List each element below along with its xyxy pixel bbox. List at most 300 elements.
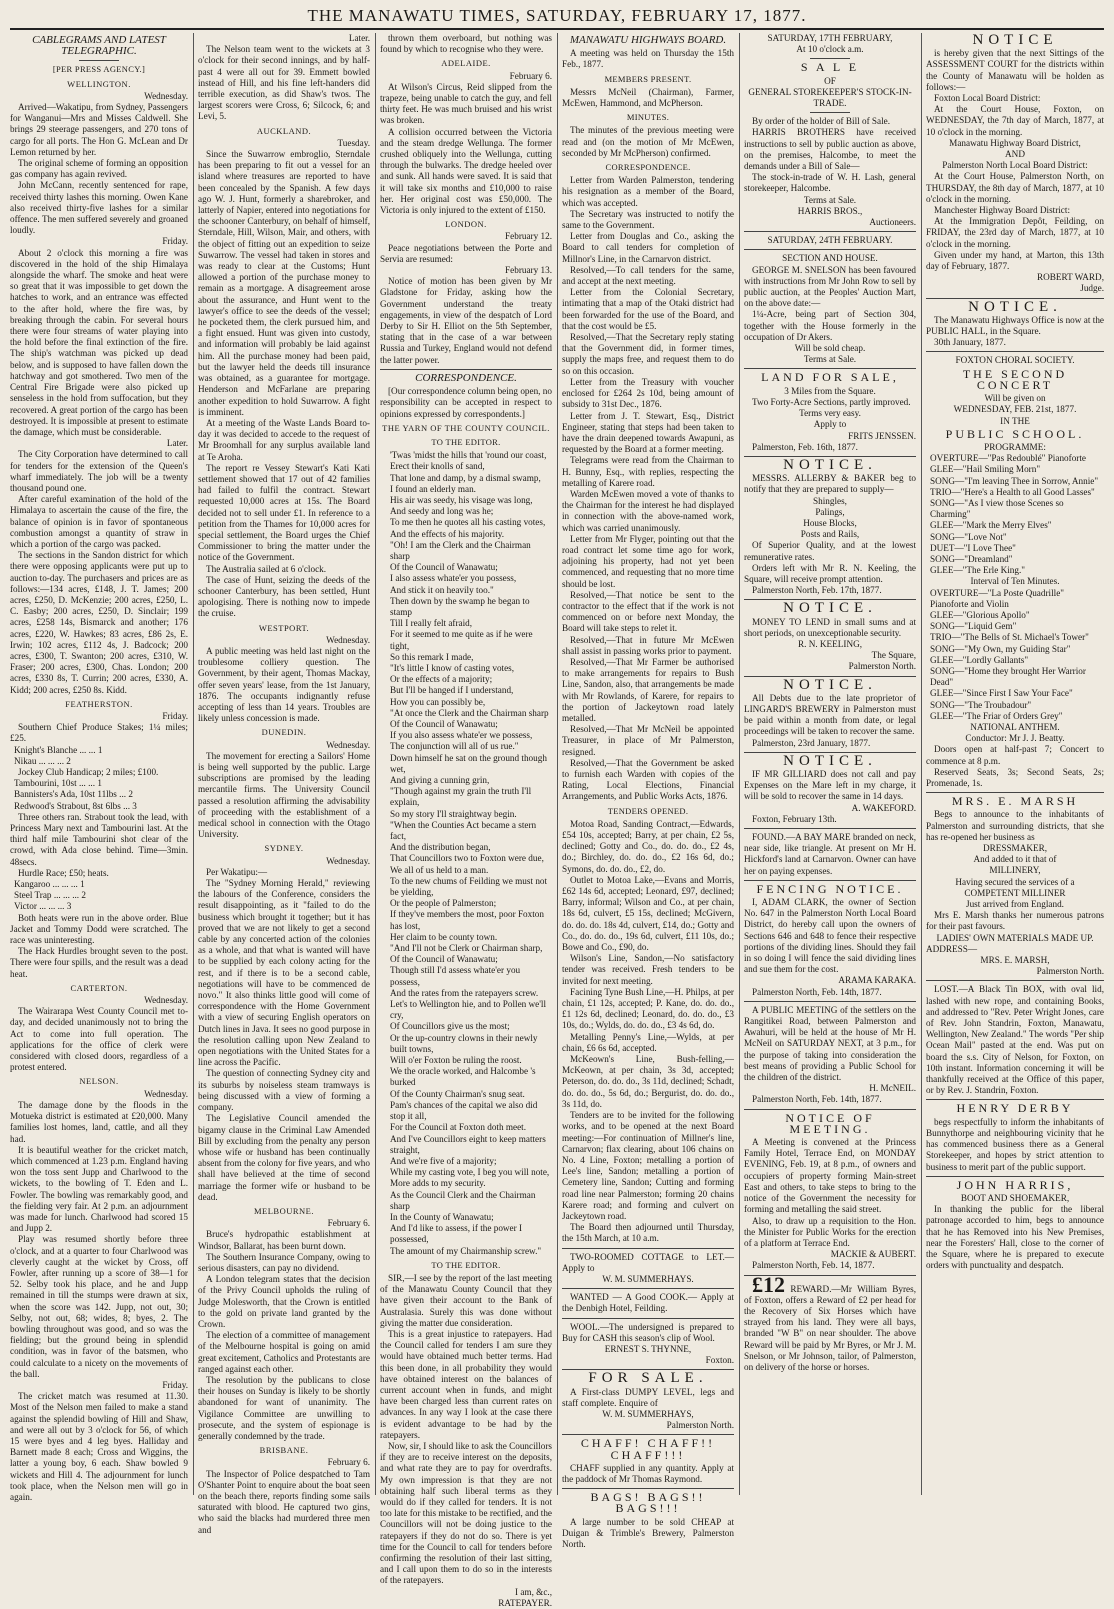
ad-text: IF MR GILLIARD does not call and pay Expenses on the Mare left in my charge, it will be sold to recover the same in 14 days. [744, 768, 916, 802]
ad-heading: THE SECOND CONCERT [962, 366, 1068, 392]
divider [744, 1109, 916, 1110]
ad-heading: FENCING NOTICE. [756, 881, 904, 896]
divider [562, 1318, 734, 1319]
column-6 [926, 33, 1104, 1495]
ad-name: ARAMA KARAKA. [838, 975, 916, 986]
dateline-place: MELBOURNE. [253, 1205, 314, 1216]
masthead-rule [10, 28, 1104, 30]
poem-line: And giving a cunning grin, [390, 775, 490, 785]
poem-line: And the rates from the ratepayers screw. [390, 987, 539, 998]
poem-line: Will o'er Foxton be ruling the roost. [390, 1055, 522, 1066]
ad-place: Foxton. [705, 1355, 734, 1366]
columns [10, 32, 1104, 1608]
ad-heading: NOTICE. [783, 456, 877, 473]
article-paragraph: Notice of motion has been given by Mr Gladstone for Friday, asking how the Government understand the treaty engagements, in view of the despatch of Lord Derby to Sir H. Elliot on the 5th September, stating that in the case of a war between Russia and Turkey, England would not defend the latter power. [380, 276, 552, 365]
ad-text: In thanking the public for the liberal patronage accorded to him, begs to announce that he has Removed into his New Premises, near the Foresters' Hall, close to the corner of the Square, where he is prepared to execute orders with punctuality and despatch. [926, 1204, 1104, 1271]
ad-text: All Debts due to the late proprietor of LINGARD'S BREWERY in Palmerston must be paid within a month from date, or legal proceedings will be taken to recover the same. [744, 692, 916, 737]
ad-heading: NOTICE OF MEETING. [785, 1110, 875, 1136]
poem-line: If you also assess whate'er we possess, [390, 730, 533, 741]
ad-list-item: Shingles, [813, 495, 847, 506]
poem-line: I found an elderly man. [390, 483, 476, 494]
ad-name: HARRIS BROS., [797, 205, 863, 216]
ad-text: Manchester Highway Board District: [934, 205, 1070, 216]
article-paragraph: The minutes of the previous meeting were read and (on the motion of Mr McEwen, seconded by Mr McPherson) confirmed. [562, 125, 734, 158]
ad-heading: CHAFF! CHAFF!! CHAFF!!! [580, 1436, 716, 1462]
ad-text: A First-class DUMPY LEVEL, legs and staff complete. Enquire of [562, 1386, 734, 1408]
letter-paragraph: SIR,—I see by the report of the last meeting of the Manawatu County Council that they have given their account to the Bank of Australasia. Surely this was done without giving the matter due consideration. [380, 1272, 552, 1328]
article-paragraph: The original scheme of forming an opposition gas company has again revived. [10, 158, 188, 180]
poem-line: In the County of Wanawatu; [390, 1211, 494, 1222]
poem-line: And we're five of a majority; [390, 1155, 497, 1166]
dateline-place: NELSON. [79, 1076, 119, 1087]
article-paragraph: The election of a committee of management of the Melbourne hospital is going on amid great excitement, Catholics and Protestants are ranged against each other. [198, 1330, 370, 1374]
ad-name: W. M. SUMMERHAYS, [602, 1408, 694, 1419]
article-paragraph: Bruce's hydropathic establishment at Windsor, Ballarat, has been burnt down. [198, 1229, 370, 1251]
ad-name: MACKIE & AUBERT. [830, 1249, 916, 1260]
divider [562, 1434, 734, 1435]
ad-heading: FOR SALE. [588, 1370, 708, 1387]
ad-name: MRS. E. MARSH, [980, 955, 1050, 966]
article-paragraph: The Inspector of Police despatched to Tam O'Shanter Point to enquire about the boat seen on the beach there, reports finding some sails saturated with blood. He captured two gins, who said the blacks had murdered three men and [198, 1468, 370, 1535]
article-paragraph: Resolved,—That Mr McNeil be appointed Treasurer, in place of Mr Palmerston, resigned. [562, 724, 734, 757]
ad-text: HARRIS BROTHERS have received instructions to sell by public auction as above, on the premises, Halcombe, to meet the demands under a Bill of Sale— [744, 127, 916, 172]
poem-line: Of the Council of Wanawatu; [390, 954, 498, 965]
ad-heading: PUBLIC SCHOOL. [945, 426, 1085, 441]
poem-line: Till I really felt afraid, [390, 618, 473, 629]
article-paragraph: Warden McEwen moved a vote of thanks to the Chairman for the interest he had displayed in connection with the above-named work, which was carried unanimously. [562, 488, 734, 533]
dateline-day: February 6. [509, 70, 552, 81]
poem-line: While my casting vote, I beg you will note, [390, 1167, 550, 1178]
ad-name: H. McNEIL. [869, 1083, 916, 1094]
article-paragraph: Telegrams were read from the Chairman to H. Bunny, Esq., with replies, respecting the metalling of Karere road. [562, 455, 734, 488]
ad-text: begs respectfully to inform the inhabitants of Bunnythorpe and neighbouring vicinity that he has commenced business there as a General Storekeeper, and hopes by strict attention to business to merit part of the public support. [926, 1116, 1104, 1172]
column-rule [739, 33, 740, 1495]
programme-item: SONG—"As I view those Scenes so Charming" [930, 497, 1064, 520]
ad-text: GEORGE M. SNELSON has been favoured with instructions from Mr John Row to sell by public auction, at the Peoples' Auction Mart, on the above date:— [744, 264, 916, 309]
ad-date: Palmerston North, Feb. 14th, 1877. [752, 986, 882, 997]
ad-heading: NOTICE [972, 32, 1058, 48]
ad-text: At the Court House, Foxton, on WEDNESDAY, the 7th day of March, 1877, at 10 o'clock in the morning. [926, 104, 1104, 137]
poem-line: And I've Councillors eight to keep matters straight, [390, 1133, 546, 1155]
programme-item: SONG—"I'm leaving Thee in Sorrow, Annie" [930, 475, 1099, 486]
ad-terms: Terms at Sale. [803, 194, 857, 205]
ad-text: Foxton Local Board District: [934, 93, 1041, 104]
poem-line: Of the Council of Wanawatu; [390, 562, 498, 573]
article-paragraph: The Wairarapa West County Council met to-day, and decided unanimously not to bring the Act to come into full operation. The applications for the office of clerk were considered with closed doors, regardless of a protest entered. [10, 1006, 188, 1073]
poem-line: Though still I'd assess whate'er you possess, [390, 965, 521, 987]
column-1 [10, 33, 188, 1502]
article-paragraph: At a meeting of the Waste Lands Board to-day it was decided to accede to the request of Mr Broomhall for any surplus available land at Te Aroha. [198, 417, 370, 462]
ad-subheading: OF [824, 75, 836, 86]
article-paragraph: The damage done by the floods in the Motueka district is estimated at £20,000. Many families lost homes, land, cattle, and all they had. [10, 1099, 188, 1144]
dateline-day: February 6. [327, 1218, 370, 1229]
poem-line: 'Twas 'midst the hills that 'round our coast, [390, 450, 547, 461]
section-title: CORRESPONDENCE. [415, 371, 517, 384]
race-title: Jockey Club Handicap; 2 miles; £100. [18, 767, 159, 777]
ad-heading: FOXTON CHORAL SOCIETY. [955, 355, 1075, 366]
article-paragraph: Since the Suwarrow embroglio, Sterndale has been preparing to fit out a vessel for an island where treasures are reported to have been concealed by the Spanish. A few days ago W. J. Hunt, formerly a sharebroker, and latterly of Napier, entered into negotiations for the schooner Canterbury, on behalf of himself, Sterndale, Hill, Wilson, Mair, and others, with the object of fitting out an expedition to seize Suwarrow. The vessel had taken in stores and was ready to clear at the Customs; Hunt allowed a portion of the purchase money to remain as a mortgage. A disagreement arose about the assurance, and Hunt went to the lawyer's office to see the deeds of the vessel; he pocketed them, the clerk pursued him, and a fight ensued. Hunt was given into custody, and information will probably be laid against him. All the purchase money had been paid, but the lawyer held the deeds till insurance was obtained, as a guarantee for mortgage. Henderson and McFarlane are preparing another expedition to hold Suwarrow. A fight is imminent. [198, 149, 370, 417]
article-paragraph: At Wilson's Circus, Reid slipped from the trapeze, being unable to catch the guy, and fell thirty feet. He was much bruised and his wrist was broken. [380, 81, 552, 126]
article-paragraph: thrown them overboard, but nothing was found by which to recognise who they were. [380, 33, 552, 55]
ad-text: MILLINERY, [989, 865, 1041, 876]
ad-text: Begs to announce to the inhabitants of Palmerston and surrounding districts, that she has re-opened her business as [926, 809, 1104, 842]
article-paragraph: The Southern Insurance Company, owing to serious disasters, can pay no dividend. [198, 1251, 370, 1273]
article-paragraph: Facining Tyne Bush Line,—H. Philps, at per chain, £1 12s, accepted; P. Kane, do. do. do., £1 12s 6d, declined; Leonard, do. do. do., £3 10s, do.; Wylds, do. do. do., £3 4s 6d, do. [562, 986, 734, 1031]
article-paragraph: The Secretary was instructed to notify the same to the Government. [562, 208, 734, 231]
poem-line: Or the effects of a majority; [390, 674, 493, 685]
letter-paragraph: Now, sir, I should like to ask the Councillors if they are to receive interest on the deposits, and what rate they are to pay for overdrafts. My own impression is that they are not obtaining half such liberal terms as they would do if they called for tenders. It is not too late for this mistake to be rectified, and the Councillors will not be doing justice to the ratepayers if they do not do so. There is yet time for the Council to call for tenders before confirming the resolution of their last sitting, and I call upon them to do so in the interests of the ratepayers. [380, 1440, 552, 1586]
divider [562, 1248, 734, 1249]
poem-line: I also assess whate'er you possess, [390, 573, 517, 584]
poem-line: Or the people of Palmerston; [390, 898, 497, 909]
poem-line: Her claim to be county town. [390, 931, 498, 942]
article-paragraph: McKeown's Line, Bush-felling,—McKeown, at per chain, 3s 3d, accepted; Peterson, do. do. do., 3s 11d, declined; Schadt, do. do. do., 5s 6d, do.; Bergurist, do. do. do., 3s 11d, do. [562, 1054, 734, 1109]
column-rule [193, 33, 194, 1495]
divider [926, 351, 1104, 352]
programme-item: OVERTURE—"La Poste Quadrille" Pianoforte and Violin [930, 587, 1065, 609]
sub-heading: MINUTES. [626, 112, 670, 123]
poem-line: So this remark I made, [390, 651, 474, 662]
masthead: THE MANAWATU TIMES, SATURDAY, FEBRUARY 17, 1877. [307, 6, 807, 25]
dateline-day: February 12. [505, 231, 552, 242]
dateline-day: Wednesday. [326, 634, 370, 645]
ad-text: A Meeting is convened at the Princess Family Hotel, Terrace End, on MONDAY EVENING, Feb. 19, at 8 p.m., of owners and occupiers of property forming Main-street East and others, to take steps to bring to the notice of the Government the necessity for forming and metalling the said street. [744, 1137, 916, 1215]
ad-text: 1¼-Acre, being part of Section 304, together with the House formerly in the occupation of Dr Akers. [744, 309, 916, 342]
race-result: Bannisters's Ada, 10st 11lbs ... 2 [14, 789, 133, 800]
ad-text: AND [1005, 149, 1025, 160]
ad-place: Palmerston North. [1036, 966, 1104, 977]
letter-signoff: I am, &c., [515, 1586, 552, 1597]
poem-line: If they've members the most, poor Foxton has lost, [390, 909, 544, 931]
ad-place: Palmerston North. [848, 661, 916, 672]
race-result: Steel Trap ... ... ... 2 [14, 890, 86, 901]
article-paragraph: The Nelson team went to the wickets at 3 o'clock for their second innings, and by half-past 4 were all out for 39. Emmett bowled instead of Hill, and his fine left-handers did terrible execution, as did Shaw's twos. The largest scorers were Cross, 6; Silcock, 6; and Levi, 5. [198, 44, 370, 122]
column-5 [744, 33, 916, 1495]
article-paragraph: The Legislative Council amended the bigamy clause in the Criminal Law Amended Bill by excluding from the penalty any person whose wife or husband has been continually absent from the colony for five years, and who shall have believed at the time of second marriage the former wife or husband to be dead. [198, 1113, 370, 1202]
ad-text: I, ADAM CLARK, the owner of Section No. 647 in the Palmerston North Local Board District, do hereby call upon the owners of Sections 646 and 648 to fence their respective portions of the dividing lines. Should they fail in so doing I will fence the said dividing lines and sue them for the cost. [744, 897, 916, 975]
article-paragraph: Both heats were run in the above order. Blue Jacket and Tommy Dodd were scratched. The race was uninteresting. [10, 912, 188, 946]
to-the-editor: TO THE EDITOR. [431, 436, 501, 447]
divider [926, 1099, 1104, 1100]
ad-place: Palmerston North. [666, 1420, 734, 1431]
poem-line: "When the Counties Act became a stern fact, [390, 819, 537, 842]
article-paragraph: The City Corporation have determined to call for tenders for the extension of the Queen's wharf immediately. The job will be a twenty thousand pound one. [10, 449, 188, 493]
dateline-day: Wednesday. [326, 855, 370, 866]
poem-line: For it seemed to me quite as if he were tight, [390, 629, 533, 651]
ad-text: At the Court House, Palmerston North, on THURSDAY, the 8th day of March, 1877, at 10 o'clock in the morning. [926, 171, 1104, 204]
ad-text: MONEY TO LEND in small sums and at short periods, on unexceptionable security. [744, 616, 916, 638]
divider [380, 369, 552, 370]
article-paragraph: Letter from J. T. Stewart, Esq., District Engineer, stating that steps had been taken to have the drain deepened towards Awapuni, as requested by the Board at a former meeting. [562, 410, 734, 455]
poem-line: And I'd like to assess, if the power I possessed, [390, 1223, 523, 1245]
ad-text: And added to it that of [973, 854, 1057, 865]
article-paragraph: The Board then adjourned until Thursday, the 15th March, at 10 a.m. [562, 1222, 734, 1244]
reward-text: REWARD.—Mr William Byres, of Foxton, offers a Reward of £2 per head for the Recovery of Six Horses which have strayed from his land. They were all bays, branded "W B" on near shoulder. The above Reward will be paid by Mr Byres, or Mr J. M. Snelson, or Mr Johnson, tailor, of Palmerston, on delivery of the horse or horses. [744, 1283, 917, 1372]
ad-heading: NOTICE. [968, 298, 1062, 315]
editor-note: [Our correspondence column being open, no responsibility can be accepted in respect to opinions expressed by correspondents.] [380, 386, 552, 419]
anthem: NATIONAL ANTHEM. [970, 721, 1060, 732]
divider [744, 231, 916, 232]
dateline-day: Wednesday. [144, 90, 188, 101]
article-paragraph: The report re Vessey Stewart's Kati Kati settlement showed that 17 out of 42 families had failed to fulfil the contract. Stewart requested 10,000 acres at 15s. The Board decided not to sell under £1. In reference to a petition from the Thames for 10,000 acres for special settlement, the Board urges the Chief Commissioner to bring the matter under the notice of the Government. [198, 462, 370, 563]
programme-item: SONG—"Dreamland" [930, 553, 1013, 564]
article-paragraph: Letter from the Colonial Secretary, intimating that a map of the Otaki district had been forwarded for the use of the Board, and that the cost would be £5. [562, 287, 734, 331]
ad-text: WANTED — A Good COOK.— Apply at the Denbigh Hotel, Feilding. [562, 1292, 734, 1314]
programme-item: SONG—"The Troubadour" [930, 699, 1032, 710]
sub-heading: MEMBERS PRESENT. [604, 73, 692, 84]
article-paragraph: Play was resumed shortly before three o'clock, and at a quarter to four Charlwood was cleverly caught at the wicket by Cross, off Fowler, after running up a score of 38—1 for 52. Selby took his place, and he and Jupp remained in till the stumps were drawn at six, when the score was 142. Jupp, not out, 30; Selby, not out, 68; wides, 8; byes, 2. The bowling throughout was good, and so was the fielding; but the ground being in splendid condition, was in favor of the batsmen, who could calculate to a nicety on the movements of the ball. [10, 1234, 188, 1379]
poem-line: Of the County Chairman's snug seat. [390, 1088, 525, 1099]
ad-text: Apply to [813, 419, 847, 430]
programme-item: TRIO—"The Bells of St. Michael's Tower" [930, 632, 1089, 643]
ad-list-item: House Blocks, [803, 517, 857, 528]
dateline-place: SYDNEY. [264, 843, 304, 854]
poem-line: So my story I'll straightway begin. [390, 808, 517, 819]
poem-line: More adds to my security. [390, 1178, 486, 1189]
ad-list-item: Posts and Rails, [800, 529, 860, 540]
ad-list-item: Palings, [815, 506, 845, 517]
ad-text: Of Superior Quality, and at the lowest remunerative rates. [744, 540, 916, 562]
article-paragraph: The question of connecting Sydney city and its suburbs by noiseless steam tramways is being discussed with a view of forming a company. [198, 1068, 370, 1113]
divider [926, 792, 1104, 793]
programme-item: DUET—"I Love Thee" [930, 542, 1016, 553]
poem-line: And the distribution began, [390, 842, 491, 853]
ad-place: The Square, [871, 650, 916, 661]
article-paragraph: The "Sydney Morning Herald," reviewing the labours of the Conference, considers the result disappointing, as it "failed to do the business which brought it together; but it has proved that we are not likely to get a second cable by any concerted action of the colonies as a whole, and that what is wanted will have to be supplied by each colony acting for the rest, and if there is to be a second cable, negotiations will have to be commenced de novo." It also thinks little good will come of correspondence with the Home Government with a view of securing English operators on Dutch lines in Java. It sees no good purpose in the resolution calling upon New Zealand to open negotiations with the United States for a line across the Pacific. [198, 878, 370, 1068]
dateline-day: Wednesday. [144, 995, 188, 1006]
article-paragraph: Arrived—Wakatipu, from Sydney, Passengers for Wanganui—Mrs and Misses Caldwell. She brings 29 steerage passengers, and 270 tons of cargo for all ports. The Hon G. McLean and Dr Lemon returned by her. [10, 102, 188, 157]
ad-text: Will be sold cheap. [794, 343, 866, 354]
ad-date: Palmerston North, Feb. 14, 1877. [752, 1260, 875, 1271]
dateline-day: Later. [166, 438, 188, 449]
to-the-editor: TO THE EDITOR. [431, 1259, 501, 1270]
ad-text: The stock-in-trade of W. H. Lash, general storekeeper, Halcombe. [744, 172, 916, 194]
divider [926, 980, 1104, 981]
dateline-place: WESTPORT. [258, 622, 310, 633]
article-paragraph: Outlet to Motoa Lake,—Evans and Morris, £62 14s 6d, accepted; Leonard, £97, declined; Barry, informal; Wilson and Co., at per chain, 18s 6d, culvert, £5 15s, declined; McGivern, do. do. do. 18s 4d, culvert, £14, do.; Gotty and Co., do. do. do., 19s 6d, culvert, £11 10s, do.; Bowe and Co., £90, do. [562, 874, 734, 953]
ad-date: Palmerston North, Feb. 17th, 1877. [752, 585, 882, 596]
dateline-place: ADELAIDE. [441, 58, 491, 69]
ad-text: Palmerston North Local Board District: [942, 160, 1088, 171]
ad-date: 30th January, 1877. [934, 337, 1006, 348]
poem-line: To me then he quotes all his casting votes, [390, 517, 546, 528]
ad-text: The Manawatu Highways Office is now at the PUBLIC HALL, in the Square. [926, 314, 1104, 337]
race-title: Southern Chief Produce Stakes; 1¼ miles; £25. [10, 722, 188, 744]
article-paragraph: Letter from the Treasury with voucher enclosed for £264 2s 10d, being amount of subsidy to 31st Dec., 1876. [562, 376, 734, 410]
ad-date: Palmerston North, Feb. 14th, 1877. [752, 1094, 882, 1105]
poem-line: Of the Council of Wanawatu; [390, 718, 498, 729]
ad-text: Orders left with Mr R. N. Keeling, the Square, will receive prompt attention. [744, 562, 916, 584]
poem-line: We all of us held to a man. [390, 864, 489, 875]
column-rule [921, 33, 922, 1495]
dateline-place: FEATHERSTON. [65, 698, 133, 709]
article-paragraph: Letter from Mr Flyger, pointing out that the road contract let some time ago for work, adjoining his property, had not yet been commenced, and requesting that no more time should be lost. [562, 533, 734, 589]
dateline-day: February 13. [505, 265, 552, 276]
ad-title: GENERAL STOREKEEPER'S STOCK-IN-TRADE. [748, 86, 912, 109]
article-title: THE YARN OF THE COUNTY COUNCIL. [382, 422, 550, 433]
ad-terms: Terms very easy. [799, 408, 861, 419]
divider [744, 1001, 916, 1002]
article-paragraph: A collision occurred between the Victoria and the steam dredge Wellunga. The former crushed obliquely into the Wellunga, cutting through the bulwarks. The dredge heeled over and sunk. All hands were saved. It is said that it will take six months and £10,000 to raise her. Her original cost was £50,000. The Victoria is only injured to the extent of £150. [380, 126, 552, 216]
race-result: Tambourini, 10st ... ... 1 [14, 778, 102, 789]
article-paragraph: The Australia sailed at 6 o'clock. [206, 563, 327, 574]
ad-name: ERNEST S. THYNNE, [604, 1343, 692, 1354]
dateline-day: Friday. [162, 236, 188, 247]
poem-line: Pam's chances of the capital we also did stop it all, [390, 1099, 538, 1122]
article-paragraph: The Hack Hurdles brought seven to the post. There were four spills, and the result was a dead heat. [10, 946, 188, 979]
poem-line: Of Councillors give us the most; [390, 1021, 510, 1032]
poem [380, 450, 552, 1257]
poem-line: How you can possibly be, [390, 696, 486, 707]
poem-line: That Councillors two to Foxton were due, [390, 853, 544, 864]
article-paragraph: About 2 o'clock this morning a fire was discovered in the hold of the ship Himalaya alongside the wharf. The smoke and heat were so great that it was impossible to get down the hatches to work, and an entrance was effected to the after hold, where the fire was, by breaking through the cabin. For several hours there were four streams of water playing into the hold before the final extinction of the fire. The ship's watchman was picked up dead below, and is supposed to have fallen down the hatchway and got smothered. Two men of the Central Fire Brigade were also picked up senseless in the hold from suffocation, but they recovered. A great portion of the cargo has been destroyed. It is impossible at present to estimate the damage, which must be considerable. [10, 247, 188, 437]
article-paragraph: Resolved,—That the Government be asked to furnish each Warden with copies of the Rating, Local Elections, Financial Arrangements, and Public Works Acts, 1876. [562, 757, 734, 802]
poem-line: "Though against my grain the truth I'll explain, [390, 786, 532, 808]
sale-date: SATURDAY, 17TH FEBRUARY, [767, 33, 893, 43]
dateline-day: Friday. [162, 1379, 188, 1390]
ad-date: Palmerston, 23rd January, 1877. [752, 737, 871, 748]
ad-name: W. M. SUMMERHAYS. [602, 1273, 694, 1284]
dateline-place: BRISBANE. [259, 1445, 309, 1456]
divider [926, 1176, 1104, 1177]
ad-text: A PUBLIC MEETING of the settlers on the Rangitikei Road, between Palmerston and Awahuri, will be held at the house of Mr H. McNeil on SATURDAY NEXT, at 3 p.m., for the purpose of taking into consideration the best means of providing a Public School for the children of the district. [744, 1004, 916, 1083]
ad-text: Just arrived from England. [966, 899, 1064, 910]
ad-terms: Terms at Sale. [803, 354, 857, 365]
poem-line: "At once the Clerk and the Chairman sharp [390, 707, 549, 718]
ad-text: LADIES' OWN MATERIALS MADE UP. [936, 932, 1094, 943]
ad-text: By order of the holder of Bill of Sale. [752, 116, 891, 127]
ad-heading: BAGS! BAGS!! BAGS!!! [590, 1490, 706, 1516]
programme-item: GLEE—"Mark the Merry Elves" [930, 520, 1052, 531]
ad-date: Palmerston, Feb. 16th, 1877. [752, 441, 858, 452]
ad-heading: SECTION AND HOUSE. [782, 253, 878, 264]
sub-heading: CORRESPONDENCE. [605, 162, 691, 173]
ad-title: Judge. [1080, 283, 1104, 294]
article-paragraph: The cricket match was resumed at 11.30. Most of the Nelson men failed to make a stand against the splendid bowling of Hill and Shaw, and were all out by 3 o'clock for 56, of which 15 were byes and 4 leg byes. Halliday and Barnett made 8 each; Cross and Wiggins, the latter a young boy, 6 each. Shaw bowled 9 wickets and Hill 4. The adjournment for lunch took place, when the Nelson men will go in again. [10, 1391, 188, 1502]
article-paragraph: John McCann, recently sentenced for rape, received thirty lashes this morning. Owen Kane also received thirty-five lashes for a similar offence. The men suffered severely and groaned loudly. [10, 180, 188, 236]
article-paragraph: Letter from Warden Palmerston, tendering his resignation as a member of the Board, which was accepted. [562, 175, 734, 208]
programme-item: TRIO—"Here's a Health to all Good Lasses" [930, 486, 1095, 497]
programme-item: SONG—"My Own, my Guiding Star" [930, 643, 1071, 654]
ad-name: ROBERT WARD, [1036, 272, 1104, 283]
ad-text: Having secured the services of a [955, 876, 1075, 887]
article-paragraph: A London telegram states that the decision of the Privy Council upholds the ruling of Judge Molesworth, that the Crown is entitled to the gold on private land granted by the Crown. [198, 1274, 370, 1329]
dateline-place: CARTERTON. [70, 982, 128, 993]
ad-text: At the Immigration Depôt, Feilding, on FRIDAY, the 23rd day of March, 1877, at 10 o'clock in the morning. [926, 216, 1104, 249]
article-paragraph: Messrs McNeil (Chairman), Farmer, McEwen, Hammond, and McPherson. [562, 86, 734, 109]
ad-heading: S A L E [800, 60, 860, 75]
programme-item: GLEE—"Hail Smiling Morn" [930, 464, 1041, 475]
ad-subheading: PROGRAMME: [984, 441, 1046, 452]
letter-signature: RATEPAYER. [498, 1597, 552, 1608]
poem-line: Then down by the swamp he began to stamp [390, 595, 530, 617]
poem-line: As the Council Clerk and the Chairman sharp [390, 1189, 536, 1211]
ad-text: Manawatu Highway Board District, [949, 137, 1081, 148]
article-paragraph: Three others ran. Strabout took the lead, with Princess Mary next and Tambourini last. At the third half mile Tambourini shot clear of the crowd, with Ada close behind. Time—3min. 48secs. [10, 811, 188, 867]
ad-text [744, 1271, 917, 1374]
ad-text: A large number to be sold CHEAP at Duigan & Trimble's Brewery, Palmerston North. [562, 1516, 734, 1549]
poem-line: The conjunction will all of us rue." [390, 741, 519, 752]
article-paragraph: After careful examination of the hold of the Himalaya to ascertain the cause of the fire, the balance of opinion is in favor of spontaneous combustion amongst a quantity of straw in which a portion of the cargo was packed. [10, 494, 188, 549]
divider [79, 60, 119, 61]
race-result: Redwood's Strabout, 8st 6lbs ... 3 [14, 800, 137, 811]
poem-line: Let's to Wellington hie, and to Pollen we'll cry, [390, 999, 547, 1021]
ad-name: FRITS JENSSEN. [848, 430, 916, 441]
programme-item: GLEE—"Since First I Saw Your Face" [930, 688, 1073, 699]
dateline-day: Later. [348, 33, 370, 43]
divider [810, 112, 850, 113]
ad-text: Reserved Seats, 3s; Second Seats, 2s; Promenade, 1s. [926, 766, 1104, 788]
article-paragraph: Wilson's Line, Sandon,—No satisfactory tender was received. Fresh tenders to be invited for next meeting. [562, 953, 734, 986]
race-result: Knight's Blanche ... ... 1 [14, 744, 103, 755]
dateline-place: DUNEDIN. [261, 727, 307, 738]
column-rule [557, 33, 558, 1495]
race-result: Kangaroo ... ... ... 1 [14, 879, 85, 890]
poem-line: Or the up-country clowns in their newly built towns, [390, 1032, 538, 1054]
ad-subheading: BOOT AND SHOEMAKER, [960, 1192, 1070, 1203]
ad-text: WEDNESDAY, FEB. 21st, 1877. [953, 404, 1077, 415]
dateline-day: Friday. [162, 710, 188, 721]
poem-line: "Oh! I am the Clerk and the Chairman sharp [390, 539, 531, 561]
column-4 [562, 33, 734, 1549]
column-3 [380, 33, 552, 1608]
article-paragraph: Letter from Douglas and Co., asking the Board to call tenders for completion of Millnor's Line, in the Carnarvon district. [562, 231, 734, 264]
dateline-day: Wednesday. [144, 1088, 188, 1099]
article-paragraph: Motoa Road, Sanding Contract,—Edwards, £54 10s, accepted; Barry, at per chain, £2 5s, declined; Gotty and Co., do. do. do., £2 4s, do.; Birchley, do. do. do., £2 16s 6d, do.; Symons, do. do. do., £2, do. [562, 818, 734, 874]
poem-line: "It's little I know of casting votes, [390, 662, 515, 673]
programme-item: GLEE—"Lordly Gallants" [930, 654, 1029, 665]
sale-time: At 10 o'clock a.m. [796, 44, 864, 55]
ad-text: FOUND.—A BAY MARE branded on neck, near side, like triangle. At present on Mr H. Hickford's land at Carnarvon. Owner can have her on paying expenses. [744, 832, 916, 876]
article-paragraph: Tenders are to be invited for the following works, and to be opened at the next Board meeting:—For continuation of Millner's line, Carnarvon; flax clearing, about 106 chains on No. 4 Line, Foxton; metalling a portion of Lee's line, Sandon; metalling a portion of Cemetery line, Sandon; Cutting and forming road line near Palmerston; forming 20 chains Karere road; and forming and culvert on Jackeytown road. [562, 1110, 734, 1221]
article-paragraph: Resolved,—That Mr Farmer be authorised to make arrangements for repairs to Bush Line, Sandon, also, that arrangements be made with Mr Rowlands, of Karere, for repairs to the portion of Jackeytown road lately metalled. [562, 656, 734, 723]
section-title: CABLEGRAMS AND LATEST TELEGRAPHIC. [32, 34, 166, 58]
programme-list [926, 453, 1104, 576]
poem-line: And stick it on heavily too." [390, 584, 494, 595]
programme-item: OVERTURE—"Pas Redoublé" Pianoforte [930, 453, 1086, 464]
ad-text: is hereby given that the next Sittings of the ASSESSMENT COURT for the districts within the County of Manawatu will be holden as follows:— [926, 48, 1104, 92]
divider [744, 249, 916, 250]
dateline-day: February 6. [327, 1457, 370, 1468]
poem-line: We the oracle worked, and Halcombe 's burked [390, 1066, 536, 1088]
article-paragraph: Metalling Penny's Line,—Wylds, at per chain, £6 6s 6d, accepted. [562, 1031, 734, 1053]
agency-note: [PER PRESS AGENCY.] [52, 64, 146, 75]
programme-list [926, 588, 1104, 722]
reward-amount: £12 [752, 1271, 785, 1297]
dateline-place: AUCKLAND. [256, 125, 312, 136]
article-paragraph: Per Wakatipu:— [206, 866, 268, 877]
divider [744, 368, 916, 369]
ad-text: TWO-ROOMED COTTAGE to LET.—Apply to [562, 1251, 734, 1273]
divider [810, 58, 850, 59]
ad-text: Also, to draw up a requisition to the Hon. the Minister for Public Works for the erection of a platform at Terrace End. [744, 1215, 916, 1248]
article-paragraph: A meeting was held on Thursday the 15th Feb., 1877. [562, 48, 734, 70]
article-paragraph: The movement for erecting a Sailors' Home is being well supported by the public. Large subscriptions are promised by the leading mercantile firms. The University Council passed a resolution affirming the advisability of proceeding with the establishment of a medical school in connection with the Otago University. [198, 750, 370, 840]
race-title: Hurdle Race; £50; heats. [18, 867, 109, 878]
poem-line: Erect their knolls of sand, [390, 461, 485, 472]
race-result: Victor ... ... ... 3 [14, 901, 72, 912]
ad-heading: NOTICE. [783, 600, 877, 617]
programme-item: GLEE—"The Erle King." [930, 565, 1026, 576]
ad-subheading: 3 Miles from the Square. [784, 385, 876, 396]
programme-item: SONG—"Love Not" [930, 531, 1007, 542]
column-2 [198, 33, 370, 1535]
ad-heading: NOTICE. [783, 676, 877, 693]
dateline-day: Tuesday. [337, 137, 370, 148]
ad-text: Two Forty-Acre Sections, partly improved. [752, 396, 911, 407]
poem-line: But I'll be hanged if I understand, [390, 685, 514, 696]
ad-text: WOOL.—The undersigned is prepared to Buy for CASH this season's clip of Wool. [562, 1321, 734, 1343]
